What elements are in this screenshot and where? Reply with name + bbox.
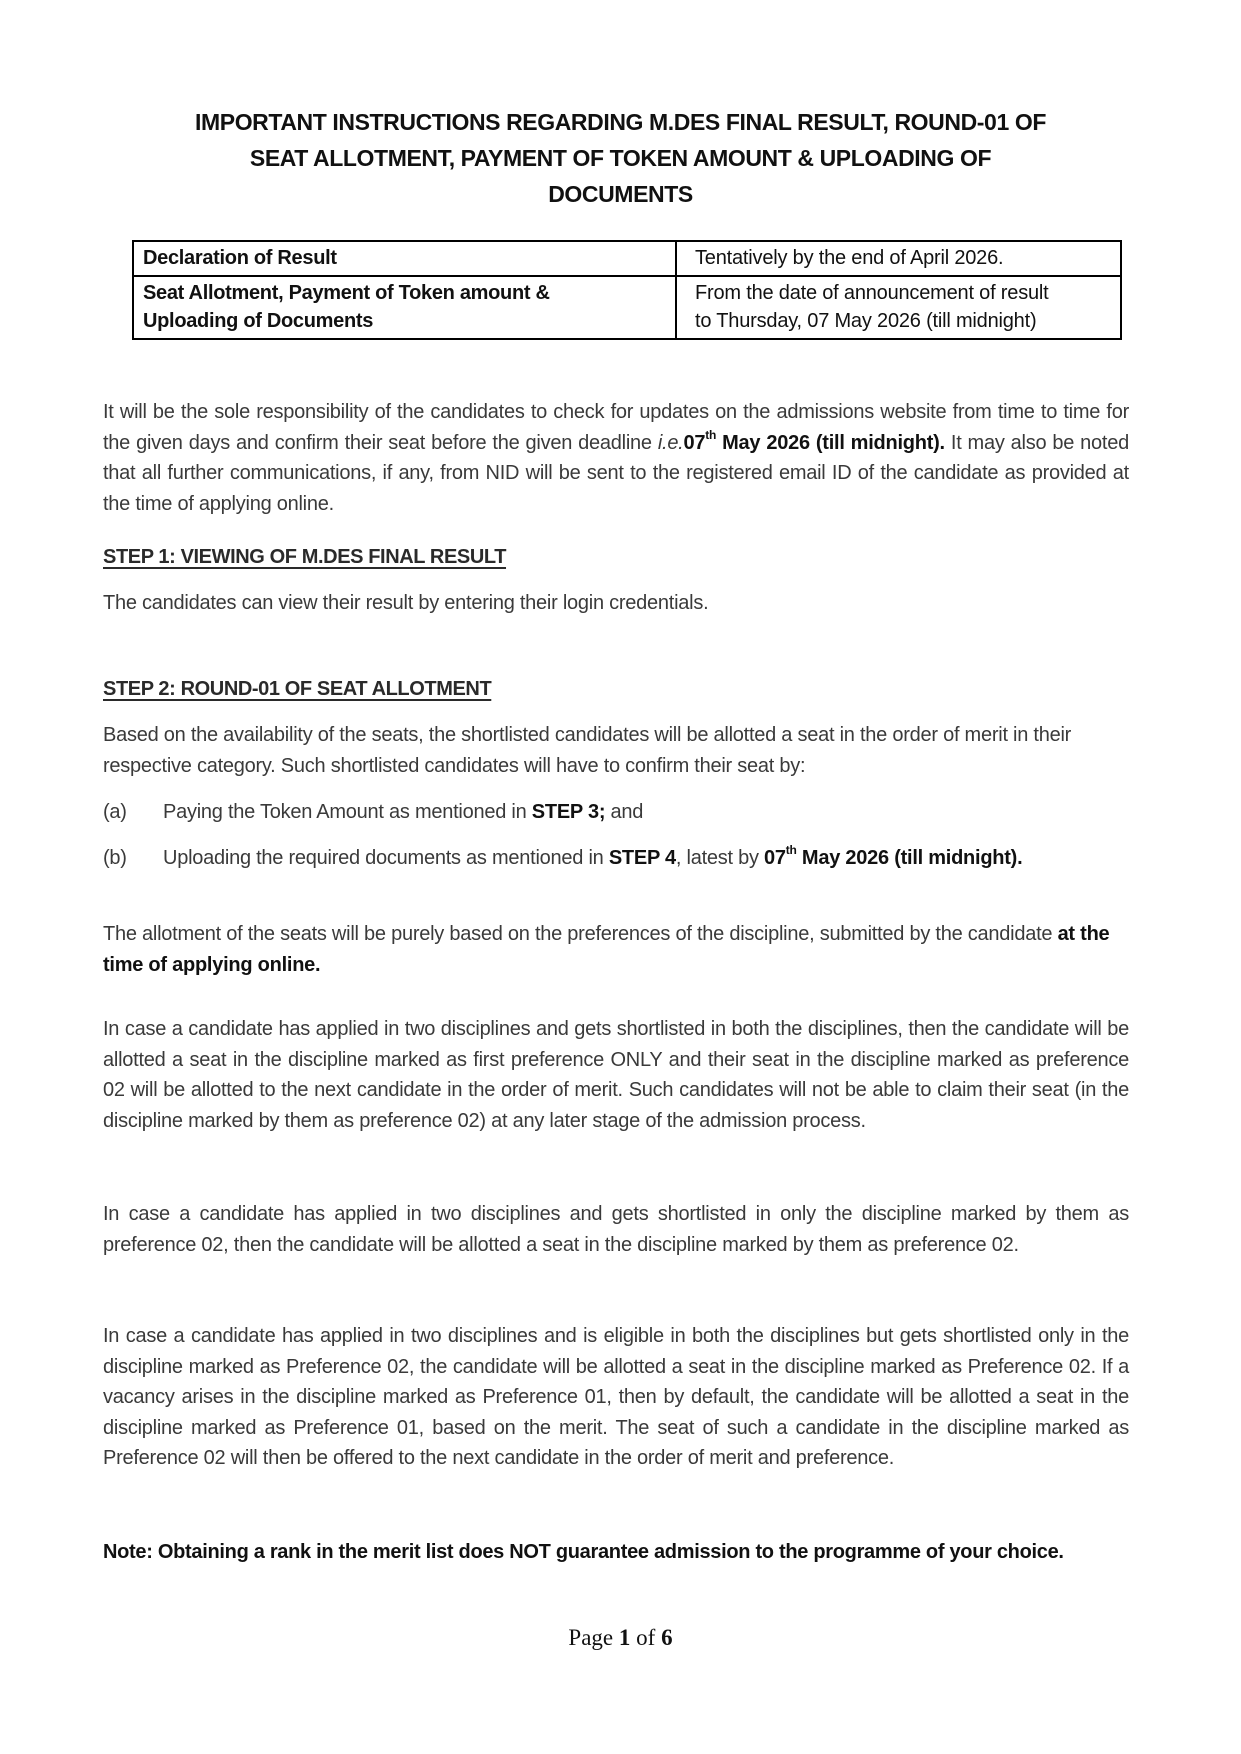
list-item: [103, 797, 1129, 828]
allotment-text: The allotment of the seats will be purely based on the preferences of the discipline, submitted by the candidate: [103, 923, 1058, 945]
item-date-sup: th: [785, 843, 797, 858]
both-shortlisted-paragraph: In case a candidate has applied in two disciplines and gets shortlisted in both the disciplines, then the candidate will be allotted a seat in the discipline marked as first preference ONLY and their seat in the discipline marked as preference 02 will be allotted to the next candidate in the order of merit. Such candidates will not be able to claim their seat (in the discipline marked by them as preference 02) at any later stage of the admission process.: [103, 1018, 1129, 1132]
title-line-3: DOCUMENTS: [548, 181, 693, 207]
schedule-value: Tentatively by the end of April 2026.: [676, 241, 1121, 276]
document-title: [130, 104, 1111, 212]
item-mid: , latest by: [675, 847, 765, 869]
step2-intro: Based on the availability of the seats, the shortlisted candidates will be allotted a seat in the order of merit in their respective category. Such shortlisted candidates will have to confirm their seat by:: [103, 724, 1072, 777]
item-date-rest: May 2026 (till midnight).: [796, 847, 1023, 869]
list-marker: (b): [103, 847, 127, 869]
intro-text: It will be the sole responsibility of the candidates to check for updates on the admissions website from time to time for the given days and confirm their seat before the given deadline: [103, 401, 1129, 454]
step1-heading: STEP 1: VIEWING OF M.DES FINAL RESULT: [103, 546, 507, 568]
list-item-text: [163, 843, 1129, 874]
table-row: [133, 276, 1121, 339]
intro-paragraph: [103, 397, 1129, 519]
item-text: Uploading the required documents as mentioned in: [163, 847, 609, 869]
vacancy-paragraph: In case a candidate has applied in two disciplines and is eligible in both the disciplines but gets shortlisted only in the discipline marked as Preference 02, the candidate will be allotted a seat in the discipline marked as Preference 02. If a vacancy arises in the discipline marked as Preference 01, then by default, the candidate will be allotted a seat in the discipline marked as Preference 01, based on the merit. The seat of such a candidate in the discipline marked as Preference 02 will then be offered to the next candidate in the order of merit and preference.: [103, 1325, 1129, 1469]
schedule-value: [676, 276, 1121, 339]
pref2-paragraph: In case a candidate has applied in two disciplines and gets shortlisted in only the discipline marked by them as preference 02, then the candidate will be allotted a seat in the discipline marked by them as preference 02.: [103, 1203, 1129, 1256]
intro-ie: i.e.: [657, 431, 684, 454]
schedule-label-line: Uploading of Documents: [143, 310, 374, 332]
list-marker: (a): [103, 801, 127, 823]
deadline-day: 07: [683, 431, 706, 454]
intro-text-2: It may also be noted that all further communications, if any, from NID will be sent to the registered email ID of the candidate as provided at the time of applying online.: [103, 431, 1129, 515]
step2-heading: STEP 2: ROUND-01 OF SEAT ALLOTMENT: [103, 678, 492, 700]
item-bold: STEP 4: [608, 847, 676, 869]
page-footer: [0, 1625, 1241, 1651]
item-tail: and: [605, 801, 644, 823]
schedule-value-line: From the date of announcement of result: [695, 282, 1049, 304]
step1-body: The candidates can view their result by entering their login credentials.: [103, 592, 709, 614]
list-item: [103, 843, 1129, 874]
title-line-1: IMPORTANT INSTRUCTIONS REGARDING M.DES FINAL RESULT, ROUND-01 OF: [195, 109, 1046, 135]
schedule-table: [132, 240, 1122, 340]
list-item-text: [163, 797, 1129, 828]
allotment-bold: at the time of applying online.: [103, 923, 1110, 976]
item-date-day: 07: [764, 847, 786, 869]
allotment-paragraph: [103, 919, 1129, 980]
schedule-value-line: to Thursday, 07 May 2026 (till midnight): [695, 310, 1037, 332]
deadline-rest: May 2026 (till midnight).: [716, 431, 945, 454]
schedule-label: Declaration of Result: [133, 241, 676, 276]
footer-page-word: Page: [568, 1625, 619, 1650]
item-bold: STEP 3;: [531, 801, 606, 823]
item-text: Paying the Token Amount as mentioned in: [163, 801, 532, 823]
total-pages-number: 6: [661, 1625, 673, 1650]
note-paragraph: Note: Obtaining a rank in the merit list does NOT guarantee admission to the programme of your choice.: [103, 1541, 1064, 1563]
schedule-label-line: Seat Allotment, Payment of Token amount &: [143, 282, 550, 304]
schedule-label: [133, 276, 676, 339]
title-line-2: SEAT ALLOTMENT, PAYMENT OF TOKEN AMOUNT & UPLOADING OF: [249, 145, 992, 171]
current-page-number: 1: [618, 1625, 631, 1650]
footer-of-word: of: [630, 1625, 662, 1650]
table-row: [133, 241, 1121, 276]
deadline-sup: th: [705, 427, 717, 442]
